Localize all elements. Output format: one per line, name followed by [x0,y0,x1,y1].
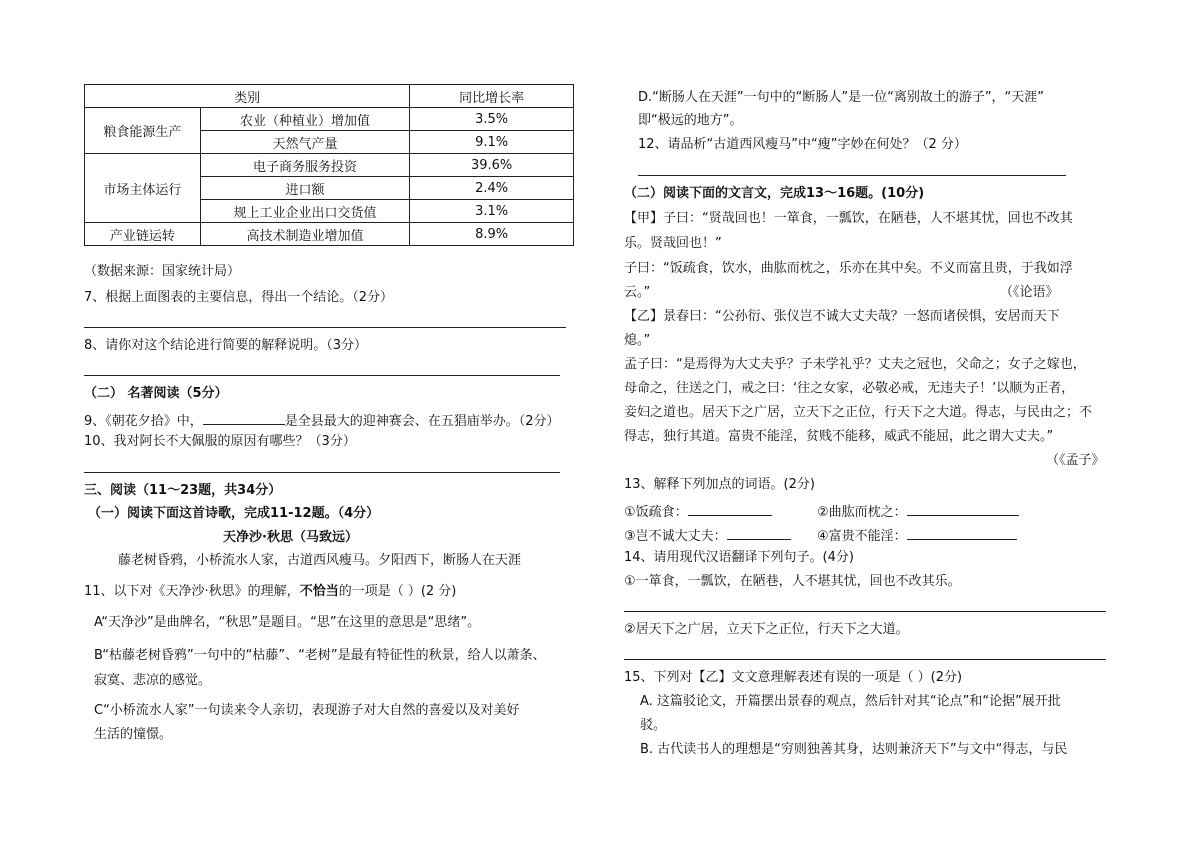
section-title-reading: 三、阅读（11～23题，共34分） [84,483,282,498]
passage-yi-line6: 得志，独行其道。富贵不能淫，贫贱不能移，威武不能屈，此之谓大丈夫。” [624,429,1054,444]
table-cell-item: 电子商务服务投资 [200,154,410,177]
table-cell-item: 规上工业企业出口交货值 [200,200,410,223]
question-9 [84,410,560,430]
answer-line-7[interactable] [84,327,566,328]
question-13-item3 [624,525,791,545]
option-11-a: A“天净沙”是曲牌名，“秋思”是题目。“思”在这里的意思是“思绪”。 [94,615,481,630]
answer-line-8[interactable] [84,375,560,376]
table-row [85,108,574,131]
passage-jia-line1: 【甲】子曰：“贤哉回也！一箪食，一瓢饮，在陋巷，人不堪其忧，回也不改其 [624,211,1073,226]
passage-yi-line5: 妾妇之道也。居天下之广居，立天下之正位，行天下之大道。得志，与民由之；不 [624,405,1093,420]
passage-yi-source: （《孟子》 [1046,453,1105,468]
question-13-item2-label: ②曲肱而枕之： [817,505,907,520]
question-7: 7、根据上面图表的主要信息，得出一个结论。（2分） [84,290,394,305]
question-13-item1-label: ①饭疏食： [624,505,688,520]
table-cell-rate: 2.4% [410,177,574,200]
question-10: 10、我对阿长不大佩服的原因有哪些？（3分） [84,434,356,449]
option-15-b-line1: B. 古代读书人的理想是“穷则独善其身，达则兼济天下”与文中“得志，与民 [640,742,1068,757]
table-source-note: （数据来源：国家统计局） [84,264,241,279]
option-11-d-line2: 即“极远的地方”。 [638,113,743,128]
table-header-category: 类别 [85,85,410,108]
fill-blank-9[interactable] [203,410,285,425]
table-cell-rate: 9.1% [410,131,574,154]
fill-blank-13-2[interactable] [907,501,1019,516]
question-14: 14、请用现代汉语翻译下列句子。(4分) [624,550,854,565]
question-8: 8、请你对这个结论进行简要的解释说明。（3分） [84,338,368,353]
statistics-table [84,84,574,246]
table-cell-rate: 8.9% [410,223,574,246]
table-row [85,223,574,246]
answer-line-10[interactable] [84,472,560,473]
poem-title: 天净沙·秋思（马致远） [223,530,358,545]
question-9-prefix: 9、《朝花夕拾》中， [84,414,203,429]
question-13-item1 [624,501,772,521]
table-header-row [85,85,574,108]
question-14-item1: ①一箪食，一瓢饮，在陋巷，人不堪其忧，回也不改其乐。 [624,574,961,589]
section-title-classics: （二） 名著阅读（5分） [84,386,228,401]
option-11-d-line1: D.“断肠人在天涯”一句中的“断肠人”是一位“离别故土的游子”，“天涯” [638,90,1045,105]
passage-jia-line4: 云。” [624,285,651,300]
option-11-c-line2: 生活的憧憬。 [94,727,173,742]
passage-yi-line4: 母命之，往送之门，戒之曰：‘往之女家，必敬必戒，无违夫子！’以顺为正者， [624,381,1075,396]
question-13-item3-label: ③岂不诚大丈夫： [624,529,727,544]
section-subtitle-poem: （一）阅读下面这首诗歌，完成11-12题。（4分） [88,506,380,521]
table-cell-item: 天然气产量 [200,131,410,154]
fill-blank-13-3[interactable] [727,525,791,540]
question-11 [84,584,456,600]
question-11-prefix: 11、以下对《天净沙·秋思》的理解， [84,584,300,599]
question-13: 13、解释下列加点的词语。(2分) [624,477,815,492]
answer-line-12[interactable] [638,175,1066,176]
question-13-item2 [817,501,1019,521]
table-cell-item: 进口额 [200,177,410,200]
fill-blank-13-4[interactable] [907,525,1017,540]
question-9-suffix: 是全县最大的迎神赛会、在五猖庙举办。（2分） [284,414,560,429]
question-13-item4-label: ④富贵不能淫： [817,529,907,544]
table-cell-rate: 3.5% [410,108,574,131]
passage-yi-line1: 【乙】景春曰：“公孙衍、张仪岂不诚大丈夫哉？一怒而诸侯惧，安居而天下 [624,309,1060,324]
passage-jia-source: （《论语》 [1000,285,1059,300]
table-group-label: 产业链运转 [85,223,201,246]
question-14-item2: ②居天下之广居，立天下之正位，行天下之大道。 [624,622,909,637]
answer-line-14-2[interactable] [624,659,1106,660]
section-title-classical-text: （二）阅读下面的文言文，完成13～16题。(10分) [624,186,925,201]
table-cell-rate: 3.1% [410,200,574,223]
question-11-suffix: 的一项是（ ）(2 分) [338,584,457,599]
table-group-label: 市场主体运行 [85,154,201,223]
question-15: 15、下列对【乙】文文意理解表述有误的一项是（ ）(2分) [624,670,963,685]
fill-blank-13-1[interactable] [688,501,772,516]
table-header-rate: 同比增长率 [410,85,574,108]
question-13-item4 [817,525,1017,545]
passage-jia-line3: 子曰：“饭疏食，饮水，曲肱而枕之，乐亦在其中矣。不义而富且贵，于我如浮 [624,261,1073,276]
option-11-c-line1: C“小桥流水人家”一句读来令人亲切，表现游子对大自然的喜爱以及对美好 [94,703,520,718]
option-11-b-line1: B“枯藤老树昏鸦”一句中的“枯藤”、“老树”是最有特征性的秋景，给人以萧条、 [94,648,546,663]
passage-yi-line2: 熄。” [624,333,651,348]
question-12: 12、请品析“古道西风瘦马”中“瘦”字妙在何处？（2 分） [638,137,967,152]
option-11-b-line2: 寂寞、悲凉的感觉。 [94,673,212,688]
table-cell-item: 农业（种植业）增加值 [200,108,410,131]
table-cell-rate: 39.6% [410,154,574,177]
question-11-emphasis: 不恰当 [299,584,339,599]
answer-line-14-1[interactable] [624,611,1106,612]
option-15-a-line2: 驳。 [640,718,667,733]
passage-jia-line2: 乐。贤哉回也！” [624,236,722,251]
passage-yi-line3: 孟子曰：“是焉得为大丈夫乎？子未学礼乎？丈夫之冠也，父命之；女子之嫁也， [624,357,1086,372]
poem-body: 藤老树昏鸦，小桥流水人家，古道西风瘦马。夕阳西下，断肠人在天涯 [118,553,522,568]
table-cell-item: 高技术制造业增加值 [200,223,410,246]
option-15-a-line1: A. 这篇驳论文，开篇摆出景春的观点，然后针对其“论点”和“论据”展开批 [640,694,1061,709]
table-row [85,154,574,177]
table-group-label: 粮食能源生产 [85,108,201,154]
